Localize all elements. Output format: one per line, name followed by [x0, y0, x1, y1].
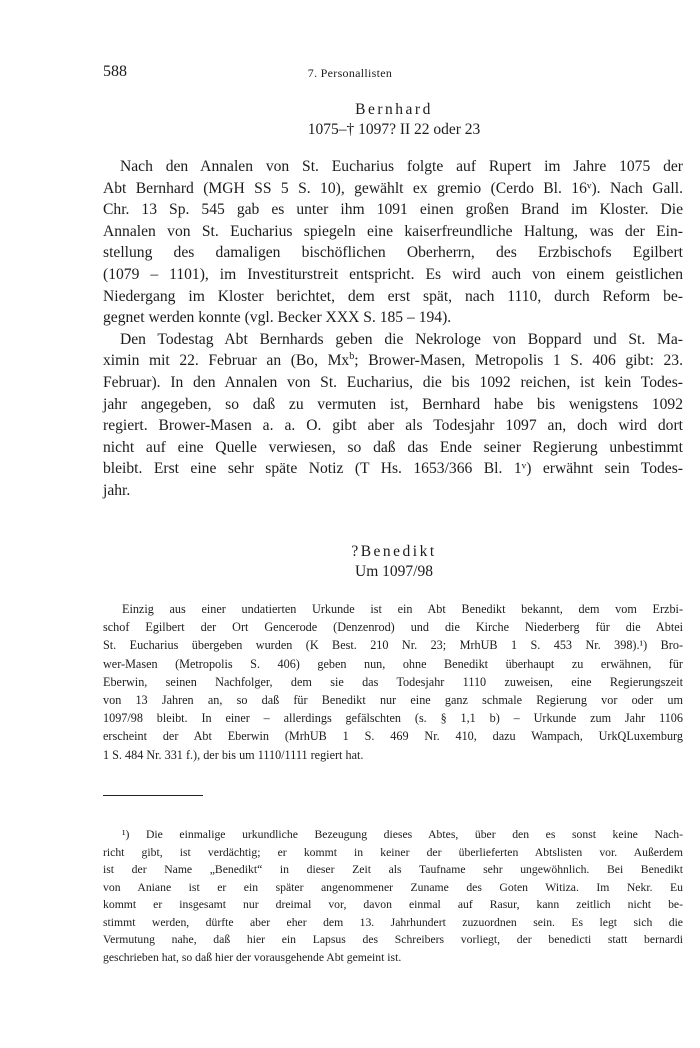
text-line: Den Todestag Abt Bernhards geben die Nekrologe von Boppard und St. Ma-	[120, 330, 683, 348]
footnote	[103, 826, 683, 966]
page-number: 588	[103, 63, 127, 80]
text-line: Eberwin, seinen Nachfolger, dem sie das Todesjahr 1110 zuweisen, eine Regierungszeit	[103, 674, 683, 689]
text-line: Niedergang im Kloster berichtet, dem erst spät, nach 1110, durch Reform be-	[103, 287, 683, 305]
running-head: 7. Personallisten	[307, 66, 393, 80]
text-line: von 13 Jahren an, so daß für Benedikt nur eine ganz schmale Regierung vor oder um	[103, 693, 683, 708]
entry-title-bernhard: Bernhard	[355, 101, 433, 118]
text-line: nicht auf eine Quelle verwiesen, so daß das Ende seiner Regierung unbestimmt	[103, 438, 683, 456]
superscript: b	[349, 351, 355, 363]
text-line: bleibt. Erst eine sehr späte Notiz (T Hs. 1653/366 Bl. 1ᵛ) erwähnt sein Todes-	[103, 460, 683, 478]
footnote-rule	[103, 795, 203, 796]
text-line: Februar). In den Annalen von St. Eucharius, die bis 1092 reichen, ist kein Todes-	[103, 373, 683, 391]
footnote-line: kommt er insgesamt nur dreimal vor, davon einmal auf Rasur, kann zeitlich nicht be-	[103, 898, 683, 911]
footnote-line: Vermutung nahe, daß hier ein Lapsus des Schreibers vorliegt, der benedicti statt bernardi	[103, 933, 683, 946]
text-line: Chr. 13 Sp. 545 gab es unter ihm 1091 einen großen Brand im Kloster. Die	[103, 201, 683, 219]
text-line: jahr angegeben, so daß zu vermuten ist, Bernhard habe bis wenigstens 1092	[103, 395, 683, 413]
text-line: regiert. Brower-Masen a. a. O. gibt aber als Todesjahr 1097 an, doch wird dort	[103, 417, 683, 435]
footnote-line: von Aniane ist er ein später angenommener Zuname des Goten Witiza. Im Nekr. Eu	[103, 880, 683, 894]
text-span: ximin mit 22. Februar an (Bo, Mx	[103, 352, 350, 370]
text-line: Nach den Annalen von St. Eucharius folgte auf Rupert im Jahre 1075 der	[120, 158, 683, 175]
text-line: St. Eucharius übergeben wurden (K Best. 210 Nr. 23; MrhUB 1 S. 453 Nr. 398).¹) Bro-	[103, 638, 683, 653]
footnote-line: richt gibt, ist verdächtig; er kommt in keiner der überlieferten Abtslisten vor. Außerdem	[103, 845, 683, 859]
text-line: erscheint der Abt Eberwin (MrhUB 1 S. 469 Nr. 410, dazu Wampach, UrkQLuxemburg	[103, 729, 683, 744]
footnote-line: geschrieben hat, so daß hier der vorausgehende Abt gemeint ist.	[103, 950, 402, 964]
entry-dates-bernhard: 1075–† 1097? II 22 oder 23	[307, 121, 481, 138]
text-line: gegnet werden konnte (vgl. Becker XXX S. 185 – 194).	[103, 309, 452, 327]
entry-dates-benedikt: Um 1097/98	[355, 563, 433, 580]
text-line	[103, 350, 683, 372]
text-line: wer-Masen (Metropolis S. 406) geben nun, ohne Benedikt überhaupt zu erwähnen, für	[103, 656, 683, 671]
text-line: 1 S. 484 Nr. 331 f.), der bis um 1110/1111 regiert hat.	[103, 747, 364, 762]
text-line: schof Egilbert der Ort Gencerode (Denzenrod) und die Kirche Niederberg für die Abtei	[103, 620, 683, 635]
text-line: (1079 – 1101), im Investiturstreit entspricht. Es wird auch von einem geistlichen	[103, 265, 683, 283]
entry-title-benedikt: ?Benedikt	[351, 543, 437, 560]
entry-body-bernhard	[103, 156, 683, 502]
footnote-line: ¹) Die einmalige urkundliche Bezeugung dieses Abtes, über den es sonst keine Nach-	[122, 828, 683, 841]
text-line: Abt Bernhard (MGH SS 5 S. 10), gewählt ex gremio (Cerdo Bl. 16ᵛ). Nach Gall.	[103, 179, 683, 197]
text-line: Einzig aus einer undatierten Urkunde ist ein Abt Benedikt bekannt, dem vom Erzbi-	[122, 602, 683, 616]
text-line: 1097/98 bleibt. In einer – allerdings gefälschten (s. § 1,1 b) – Urkunde zum Jahr 1106	[103, 711, 683, 726]
text-line: stellung des damaligen bischöflichen Oberherrn, des Erzbischofs Egilbert	[103, 244, 683, 262]
text-line: jahr.	[103, 481, 131, 499]
footnote-line: ist der Name „Benedikt“ in dieser Zeit als Taufname sehr ungewöhnlich. Bei Benedikt	[103, 863, 683, 876]
footnote-line: stimmt werden, dürfte aber eher dem 13. Jahrhundert zuzuordnen sein. Es legt sich die	[103, 915, 683, 929]
entry-body-benedikt	[103, 600, 683, 764]
text-line: Annalen von St. Eucharius spiegeln eine kaiserfreundliche Haltung, was der Ein-	[103, 222, 683, 240]
text-span: ; Brower-Masen, Metropolis 1 S. 406 gibt: 23.	[354, 352, 683, 370]
